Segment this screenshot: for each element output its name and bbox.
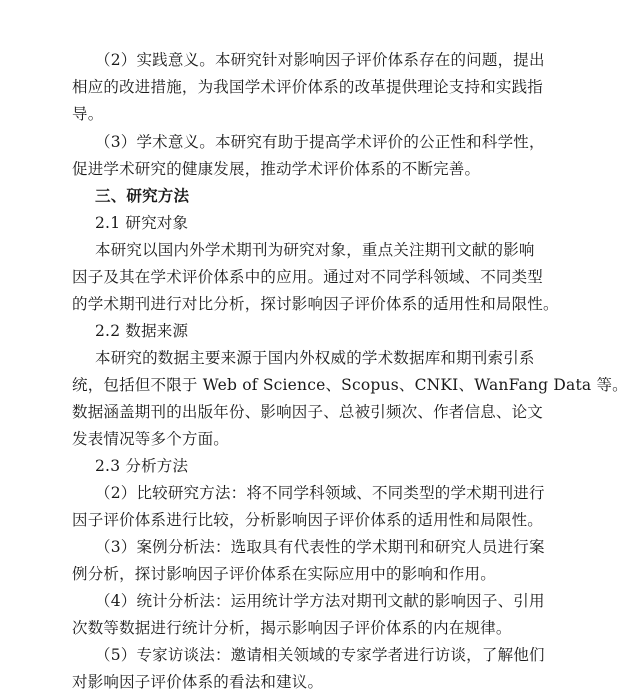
section-heading-research-methods: 三、研究方法 <box>95 186 190 205</box>
subheading-research-object: 2.1 研究对象 <box>95 214 189 232</box>
paragraph-case-analysis-line-2: 例分析，探讨影响因子评价体系在实际应用中的影响和作用。 <box>72 565 496 583</box>
paragraph-practical-significance-line-1: （2）实践意义。本研究针对影响因子评价体系存在的问题，提出 <box>95 51 545 69</box>
paragraph-research-object-line-2: 因子及其在学术评价体系中的应用。通过对不同学科领域、不同类型 <box>72 268 544 286</box>
paragraph-statistical-analysis-line-2: 次数等数据进行统计分析，揭示影响因子评价体系的内在规律。 <box>72 619 512 637</box>
paragraph-comparative-method-line-2: 因子评价体系进行比较，分析影响因子评价体系的适用性和局限性。 <box>72 511 544 529</box>
paragraph-case-analysis-line-1: （3）案例分析法：选取具有代表性的学术期刊和研究人员进行案 <box>95 538 545 556</box>
paragraph-academic-significance-line-1: （3）学术意义。本研究有助于提高学术评价的公正性和科学性， <box>95 133 545 151</box>
paragraph-practical-significance-line-3: 导。 <box>72 105 104 123</box>
paragraph-comparative-method-line-1: （2）比较研究方法：将不同学科领域、不同类型的学术期刊进行 <box>95 484 545 502</box>
paragraph-research-object-line-1: 本研究以国内外学术期刊为研究对象，重点关注期刊文献的影响 <box>95 241 535 259</box>
paragraph-data-source-line-1: 本研究的数据主要来源于国内外权威的学术数据库和期刊索引系 <box>95 349 535 367</box>
subheading-analysis-methods: 2.3 分析方法 <box>95 457 189 475</box>
paragraph-data-source-line-2: 统，包括但不限于 Web of Science、Scopus、CNKI、WanFang Data 等。 <box>72 376 628 394</box>
paragraph-research-object-line-3: 的学术期刊进行对比分析，探讨影响因子评价体系的适用性和局限性。 <box>72 295 559 313</box>
paragraph-practical-significance-line-2: 相应的改进措施，为我国学术评价体系的改革提供理论支持和实践指 <box>72 78 544 96</box>
paragraph-academic-significance-line-2: 促进学术研究的健康发展，推动学术评价体系的不断完善。 <box>72 160 481 178</box>
subheading-data-source: 2.2 数据来源 <box>95 322 189 340</box>
paragraph-expert-interview-line-1: （5）专家访谈法：邀请相关领域的专家学者进行访谈，了解他们 <box>95 646 545 664</box>
paragraph-statistical-analysis-line-1: （4）统计分析法：运用统计学方法对期刊文献的影响因子、引用 <box>95 592 545 610</box>
paragraph-data-source-line-3: 数据涵盖期刊的出版年份、影响因子、总被引频次、作者信息、论文 <box>72 403 544 421</box>
paragraph-expert-interview-line-2: 对影响因子评价体系的看法和建议。 <box>72 673 324 691</box>
paragraph-data-source-line-4: 发表情况等多个方面。 <box>72 430 230 448</box>
